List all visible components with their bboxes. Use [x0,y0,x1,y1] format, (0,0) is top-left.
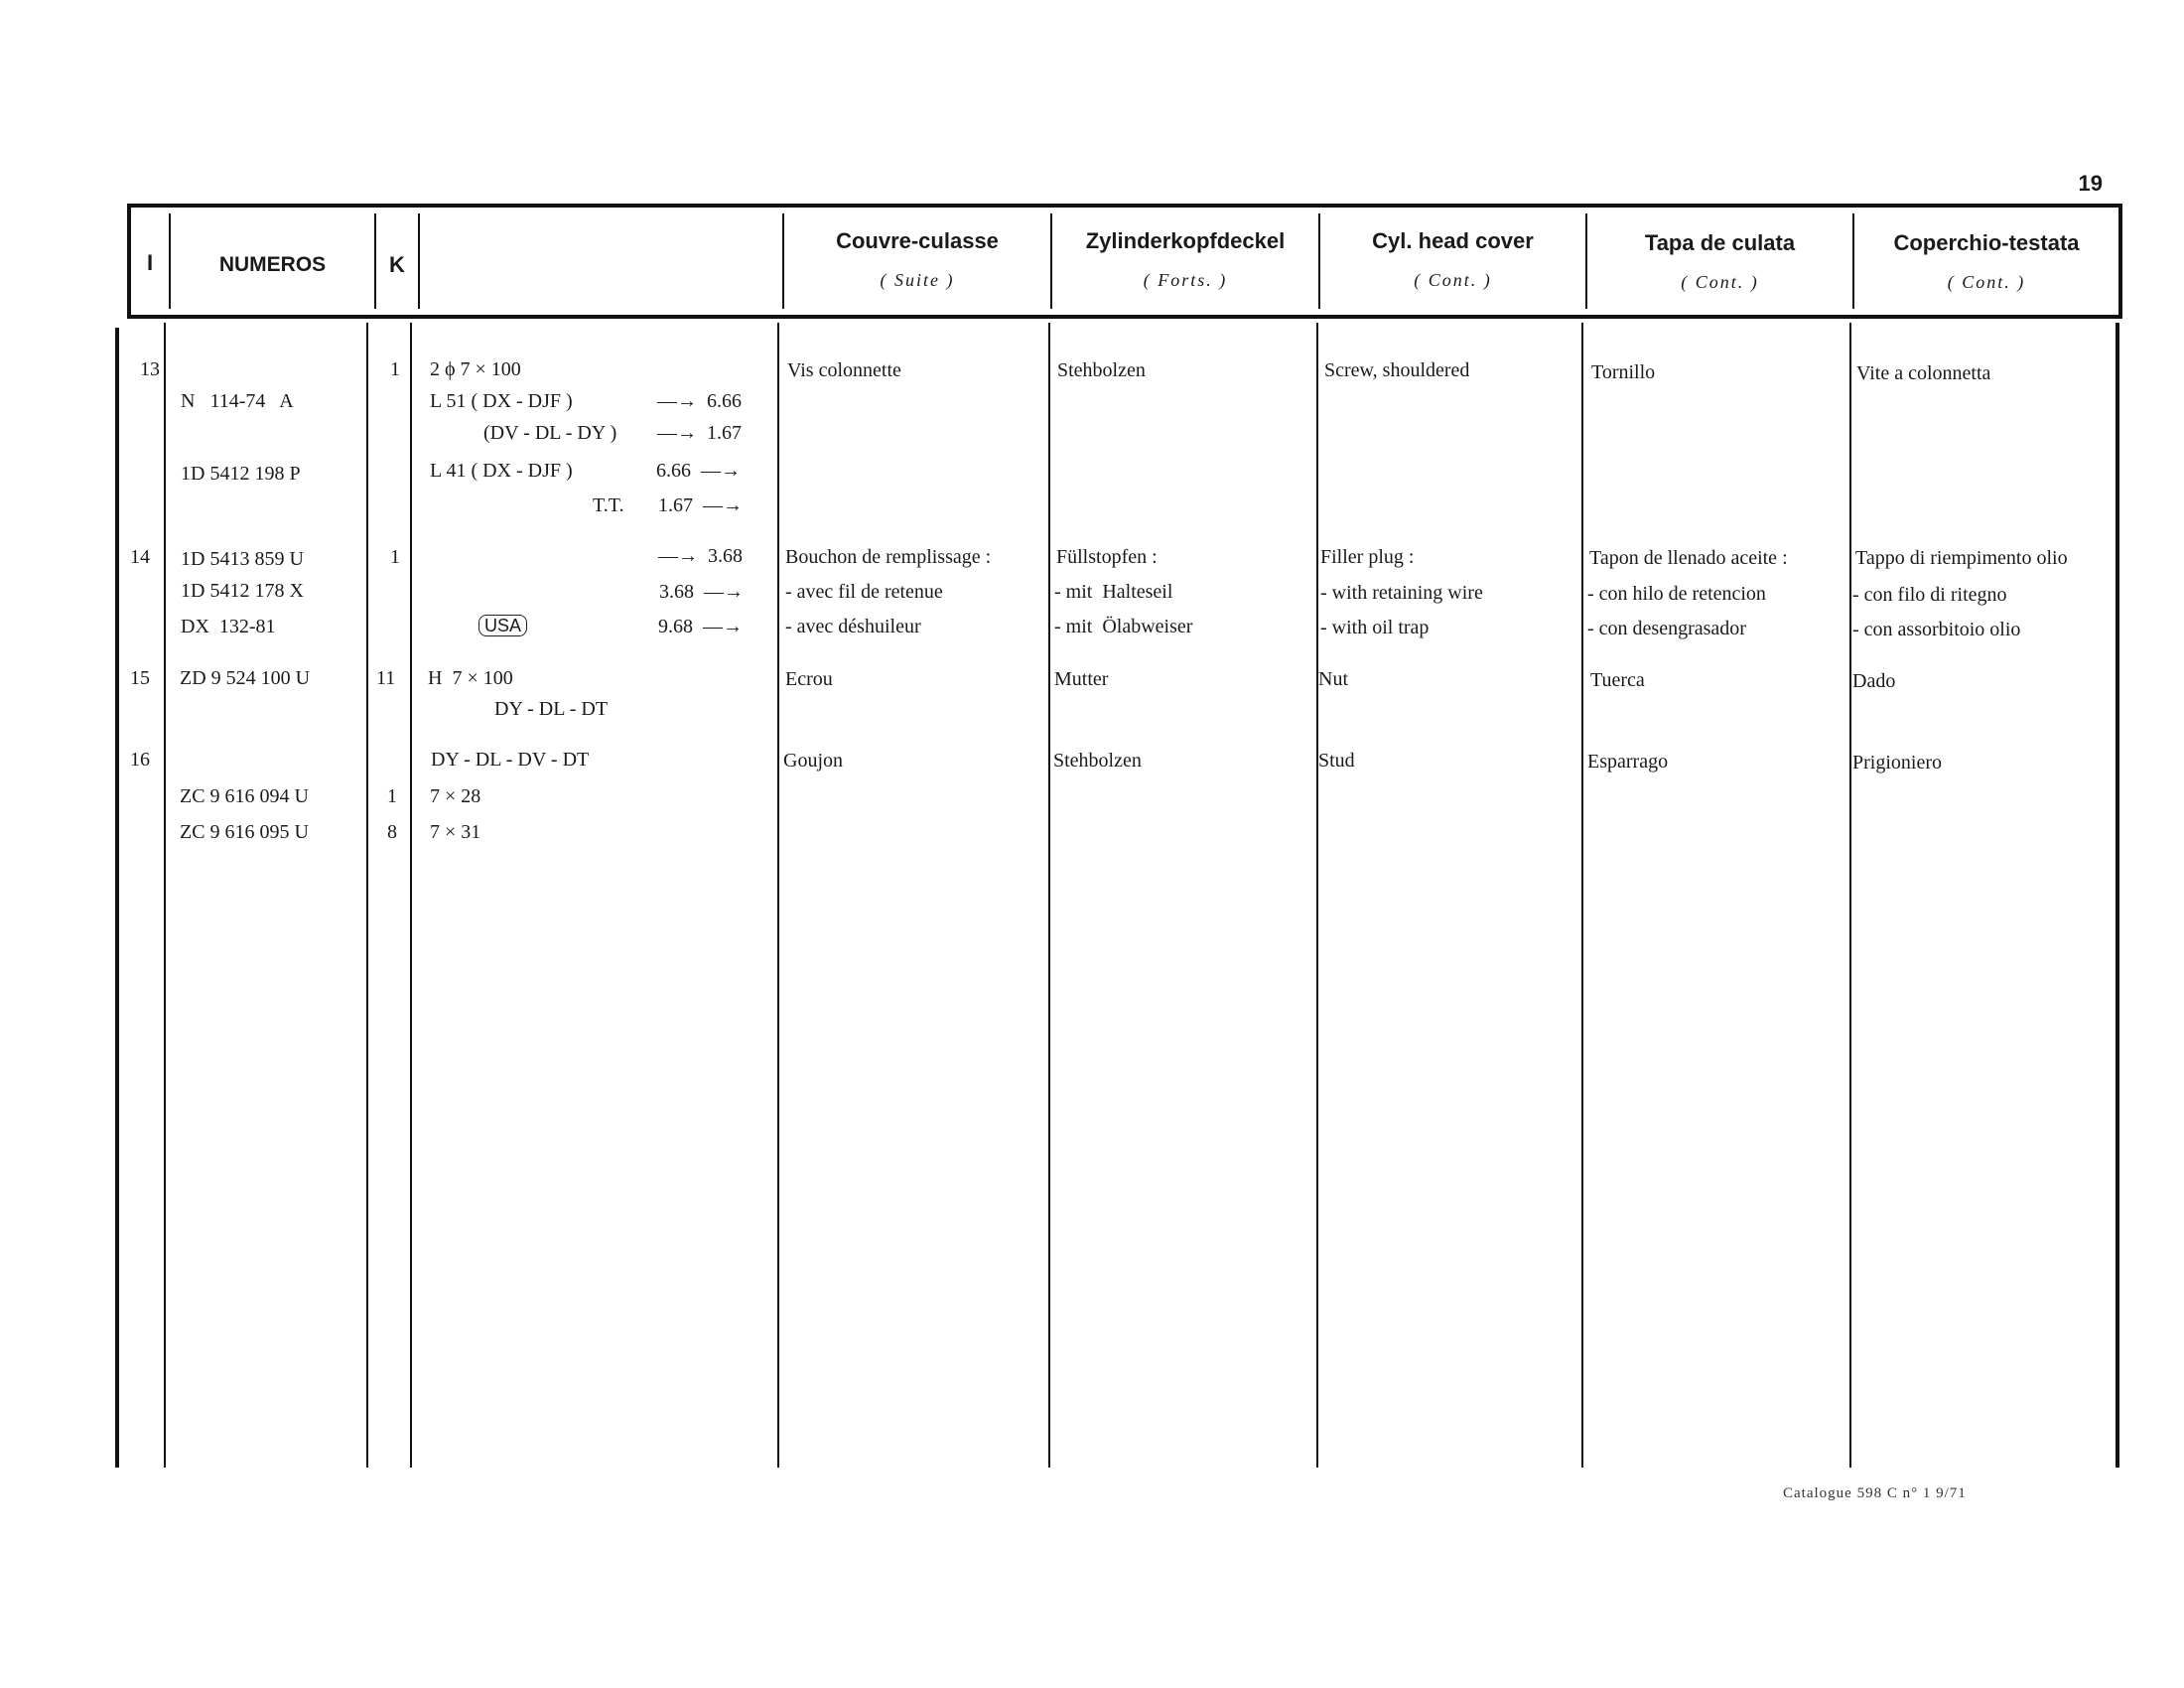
column-subheader-fr: ( Suite ) [880,270,955,290]
page-number: 19 [2078,171,2103,196]
row-13-desc-3: (DV - DL - DY ) [483,422,617,444]
row-15-en: Nut [1318,668,1348,690]
row-16-k-2: 8 [387,821,397,843]
row-13-desc-4: L 41 ( DX - DJF ) [430,460,573,482]
row-14-de-2: - mit Halteseil [1054,581,1173,603]
row-13-desc-1: 2 ϕ 7 × 100 [430,358,521,380]
row-15-desc-1: H 7 × 100 [428,667,513,689]
row-13-date-4: 1.67 —→ [658,494,743,516]
row-15-de: Mutter [1054,668,1109,690]
body-divider-8 [1849,323,1851,1468]
column-header-index: I [146,250,154,275]
row-13-desc-2: L 51 ( DX - DJF ) [430,390,573,412]
row-14-es-1: Tapon de llenado aceite : [1589,547,1788,569]
row-13-it: Vite a colonnetta [1856,362,1991,384]
column-subheader-de: ( Forts. ) [1143,270,1228,290]
row-14-fr-2: - avec fil de retenue [785,581,943,603]
column-header-es: Tapa de culata [1644,230,1796,255]
row-14-es-2: - con hilo de retencion [1587,583,1766,605]
table-top-rule [127,204,2023,208]
row-15-num: ZD 9 524 100 U [180,667,311,689]
column-header-en: Cyl. head cover [1372,228,1534,253]
column-subheader-es: ( Cont. ) [1681,272,1759,292]
body-divider-6 [1316,323,1318,1468]
row-15-fr: Ecrou [785,668,833,690]
row-14-num-1: 1D 5413 859 U [181,548,304,570]
row-13-date-1: —→ 6.66 [657,390,742,412]
row-15-it: Dado [1852,670,1896,692]
row-16-num-2: ZC 9 616 095 U [180,821,309,843]
row-13-es: Tornillo [1591,361,1656,383]
row-13-num-2: 1D 5412 198 P [181,463,301,485]
row-16-desc-2: 7 × 28 [430,785,481,807]
row-14-de-1: Füllstopfen : [1056,546,1158,568]
usa-badge: USA [478,615,527,636]
row-16-it: Prigioniero [1852,752,1942,774]
row-16-de: Stehbolzen [1053,750,1142,772]
row-15-index: 15 [130,667,150,689]
row-16-es: Esparrago [1587,751,1669,773]
row-13-date-3: 6.66 —→ [656,460,741,482]
row-14-it-1: Tappo di riempimento olio [1855,547,2068,569]
row-13-index: 13 [140,358,160,380]
column-subheader-en: ( Cont. ) [1414,270,1492,290]
column-header-k: K [389,252,405,277]
row-15-desc-2: DY - DL - DT [494,698,609,720]
row-16-num-1: ZC 9 616 094 U [180,785,309,807]
row-14-it-3: - con assorbitoio olio [1852,619,2021,640]
row-13-fr: Vis colonnette [787,359,901,381]
row-13-en: Screw, shouldered [1324,359,1470,381]
row-14-index: 14 [130,546,150,568]
row-16-k-1: 1 [387,785,397,807]
row-14-k: 1 [390,546,400,568]
header-divider-8 [1852,213,1854,309]
body-divider-7 [1581,323,1583,1468]
right-border [2118,204,2122,319]
row-13-num-1: N 114-74 A [181,390,294,412]
table-top-rule-right [2019,204,2122,208]
body-divider-2 [366,323,368,1468]
column-header-fr: Couvre-culasse [836,228,999,253]
column-header-de: Zylinderkopfdeckel [1085,228,1286,253]
body-divider-4 [777,323,779,1468]
row-14-en-3: - with oil trap [1320,617,1430,638]
row-14-en-1: Filler plug : [1320,546,1415,568]
row-13-k: 1 [390,358,400,380]
column-subheader-it: ( Cont. ) [1947,272,2026,292]
body-divider-3 [410,323,412,1468]
header-divider-3 [418,213,420,309]
row-14-usa [478,614,527,637]
row-13-date-2: —→ 1.67 [657,422,742,444]
header-divider-7 [1585,213,1587,309]
row-15-es: Tuerca [1590,669,1645,691]
row-16-en: Stud [1318,750,1355,772]
body-divider-1 [164,323,166,1468]
row-14-fr-3: - avec déshuileur [785,616,921,637]
header-bottom-rule [127,315,2023,319]
row-14-it-2: - con filo di ritegno [1852,584,2007,606]
row-14-fr-1: Bouchon de remplissage : [785,546,992,568]
body-divider-5 [1048,323,1050,1468]
row-16-fr: Goujon [783,750,843,772]
row-13-desc-5: T.T. [593,494,624,516]
row-16-desc-3: 7 × 31 [430,821,481,843]
column-header-numeros: NUMEROS [218,253,327,276]
catalogue-footer: Catalogue 598 C n° 1 9/71 [1783,1485,1967,1501]
row-14-es-3: - con desengrasador [1587,618,1746,639]
header-bottom-rule-right [2019,315,2118,319]
body-left-border [115,328,119,1468]
row-14-de-3: - mit Ölabweiser [1054,616,1193,637]
row-14-num-2: 1D 5412 178 X [181,580,304,602]
row-14-date-3: 9.68 —→ [658,616,743,637]
row-15-k: 11 [376,667,396,689]
row-14-date-1: —→ 3.68 [658,545,743,567]
row-13-de: Stehbolzen [1057,359,1146,381]
column-header-it: Coperchio-testata [1893,230,2080,255]
row-14-date-2: 3.68 —→ [659,581,744,603]
row-14-num-3: DX 132-81 [181,616,276,637]
row-16-index: 16 [130,749,150,771]
row-14-en-2: - with retaining wire [1320,582,1483,604]
body-right-border [2116,323,2119,1468]
row-16-desc-1: DY - DL - DV - DT [431,749,590,771]
